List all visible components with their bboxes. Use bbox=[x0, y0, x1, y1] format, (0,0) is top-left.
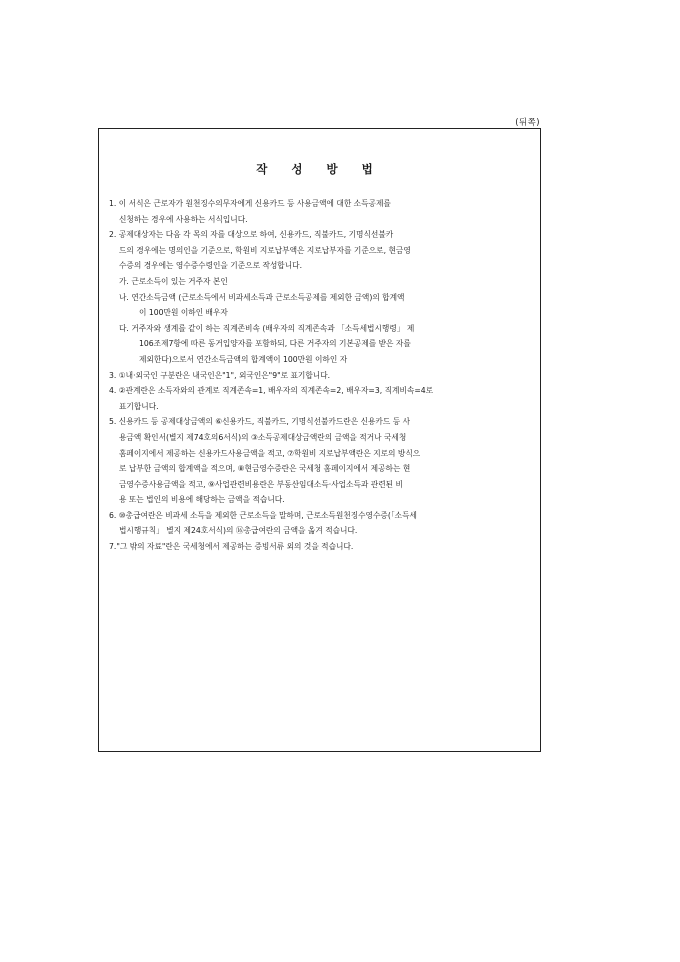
instruction-item bbox=[109, 414, 535, 508]
instruction-line: 신청하는 경우에 사용하는 서식입니다. bbox=[119, 214, 248, 224]
instruction-line: 다. 거주자와 생계를 같이 하는 직계존비속 (배우자의 직계존속과 「소득세법시행령」 제 bbox=[119, 323, 415, 333]
instruction-subitem bbox=[109, 321, 535, 368]
instruction-line: 1. 이 서식은 근로자가 원천징수의무자에게 신용카드 등 사용금액에 대한 소득공제를 bbox=[109, 199, 391, 208]
instruction-subitem bbox=[109, 274, 535, 290]
document-title: 작 성 방 법 bbox=[256, 162, 383, 176]
instruction-line: 금영수증사용금액을 적고, ⑨사업관련비용란은 부동산임대소득·사업소득과 관련된 비 bbox=[119, 479, 403, 489]
instruction-line: 제외한다)으로서 연간소득금액의 합계액이 100만원 이하인 자 bbox=[139, 354, 348, 364]
instruction-item bbox=[109, 508, 535, 539]
instruction-line: 3. ①내·외국인 구분란은 내국인은"1", 외국인은"9"로 표기합니다. bbox=[109, 370, 331, 380]
instruction-line: 표기합니다. bbox=[119, 401, 159, 411]
instructions-list bbox=[109, 196, 535, 555]
instruction-line: 드의 경우에는 명의인을 기준으로, 학원비 지로납부액은 지로납부자를 기준으로, 현금영 bbox=[119, 245, 411, 255]
instruction-item bbox=[109, 196, 535, 227]
instruction-line: 로 납부한 금액의 합계액을 적으며, ⑧현금영수증란은 국세청 홈페이지에서 제공하는 현 bbox=[119, 464, 411, 474]
instruction-line: 7."그 밖의 자료"란은 국세청에서 제공하는 증빙서류 외의 것을 적습니다. bbox=[109, 542, 354, 552]
instruction-item bbox=[109, 539, 535, 555]
instruction-line: 법시행규칙」 별지 제24호서식)의 ⑯총급여란의 금액을 옮겨 적습니다. bbox=[119, 526, 358, 536]
instruction-item bbox=[109, 383, 535, 414]
instruction-line: 5. 신용카드 등 공제대상금액의 ⑥신용카드, 직불카드, 기명식선불카드란은 신용카드 등 사 bbox=[109, 417, 411, 427]
instruction-subitem bbox=[109, 290, 535, 321]
instruction-line: 2. 공제대상자는 다음 각 목의 자를 대상으로 하여, 신용카드, 직불카드, 기명식선불카 bbox=[109, 230, 394, 240]
instruction-line: 가. 근로소득이 있는 거주자 본인 bbox=[119, 276, 228, 286]
instruction-line: 4. ②관계란은 소득자와의 관계로 직계존속=1, 배우자의 직계존속=2, 배우자=3, 직계비속=4로 bbox=[109, 386, 434, 396]
instruction-line: 수증의 경우에는 영수증수령인을 기준으로 작성합니다. bbox=[119, 261, 303, 271]
instruction-line: 6. ⑩총급여란은 비과세 소득을 제외한 근로소득을 말하며, 근로소득원천징수영수증(「소득세 bbox=[109, 510, 417, 520]
instruction-line: 이 100만원 이하인 배우자 bbox=[139, 308, 228, 318]
instruction-line: 나. 연간소득금액 (근로소득에서 비과세소득과 근로소득공제를 제외한 금액)의 합계액 bbox=[119, 292, 405, 302]
instruction-item bbox=[109, 227, 535, 274]
instruction-line: 용 또는 법인의 비용에 해당하는 금액을 적습니다. bbox=[119, 495, 285, 505]
instruction-line: 홈페이지에서 제공하는 신용카드사용금액을 적고, ⑦학원비 지로납부액란은 지로의 방식으 bbox=[119, 448, 421, 458]
instruction-item bbox=[109, 368, 535, 384]
instruction-line: 용금액 확인서(별지 제74호의6서식)의 ③소득공제대상금액란의 금액을 적거나 국세청 bbox=[119, 432, 407, 442]
instruction-line: 106조제7항에 따른 동거입양자를 포함하되, 다른 거주자의 기본공제를 받은 자를 bbox=[139, 339, 411, 349]
instructions-form-box bbox=[98, 128, 541, 752]
page-side-label: (뒤쪽) bbox=[515, 117, 540, 127]
